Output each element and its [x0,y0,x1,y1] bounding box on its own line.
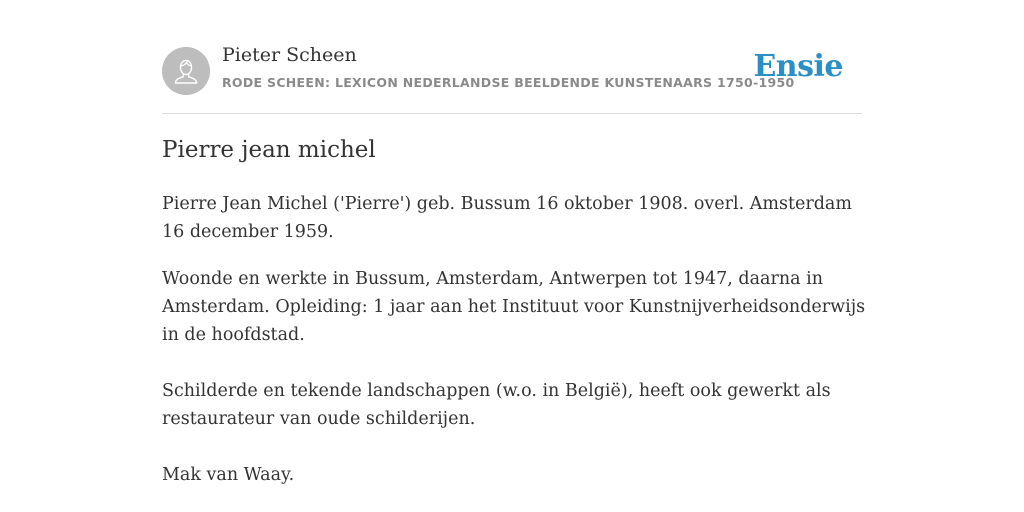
article-title: Pierre jean michel [162,137,376,163]
author-avatar[interactable] [162,47,210,95]
article-paragraph-3: Schilderde en tekende landschappen (w.o. in België), heeft ook gewerkt als restaurateur van oude schilderijen. [162,381,831,429]
article-header [162,0,862,114]
user-icon [162,47,210,95]
content-container [162,0,866,485]
article-paragraph-2: Woonde en werkte in Bussum, Amsterdam, Antwerpen tot 1947, daarna in Amsterdam. Opleiding: 1 jaar aan het Instituut voor Kunstnijverheidsonderwijs in de hoofdstad. [162,269,866,345]
source-name[interactable]: RODE SCHEEN: LEXICON NEDERLANDSE BEELDENDE KUNSTENAARS 1750-1950 [222,75,795,90]
article-paragraph-4: Mak van Waay. [162,465,295,485]
article-paragraph-1: Pierre Jean Michel ('Pierre') geb. Bussum 16 oktober 1908. overl. Amsterdam 16 december 1959. [162,194,852,242]
author-name[interactable]: Pieter Scheen [222,44,357,66]
ensie-logo[interactable]: Ensie [753,49,843,84]
